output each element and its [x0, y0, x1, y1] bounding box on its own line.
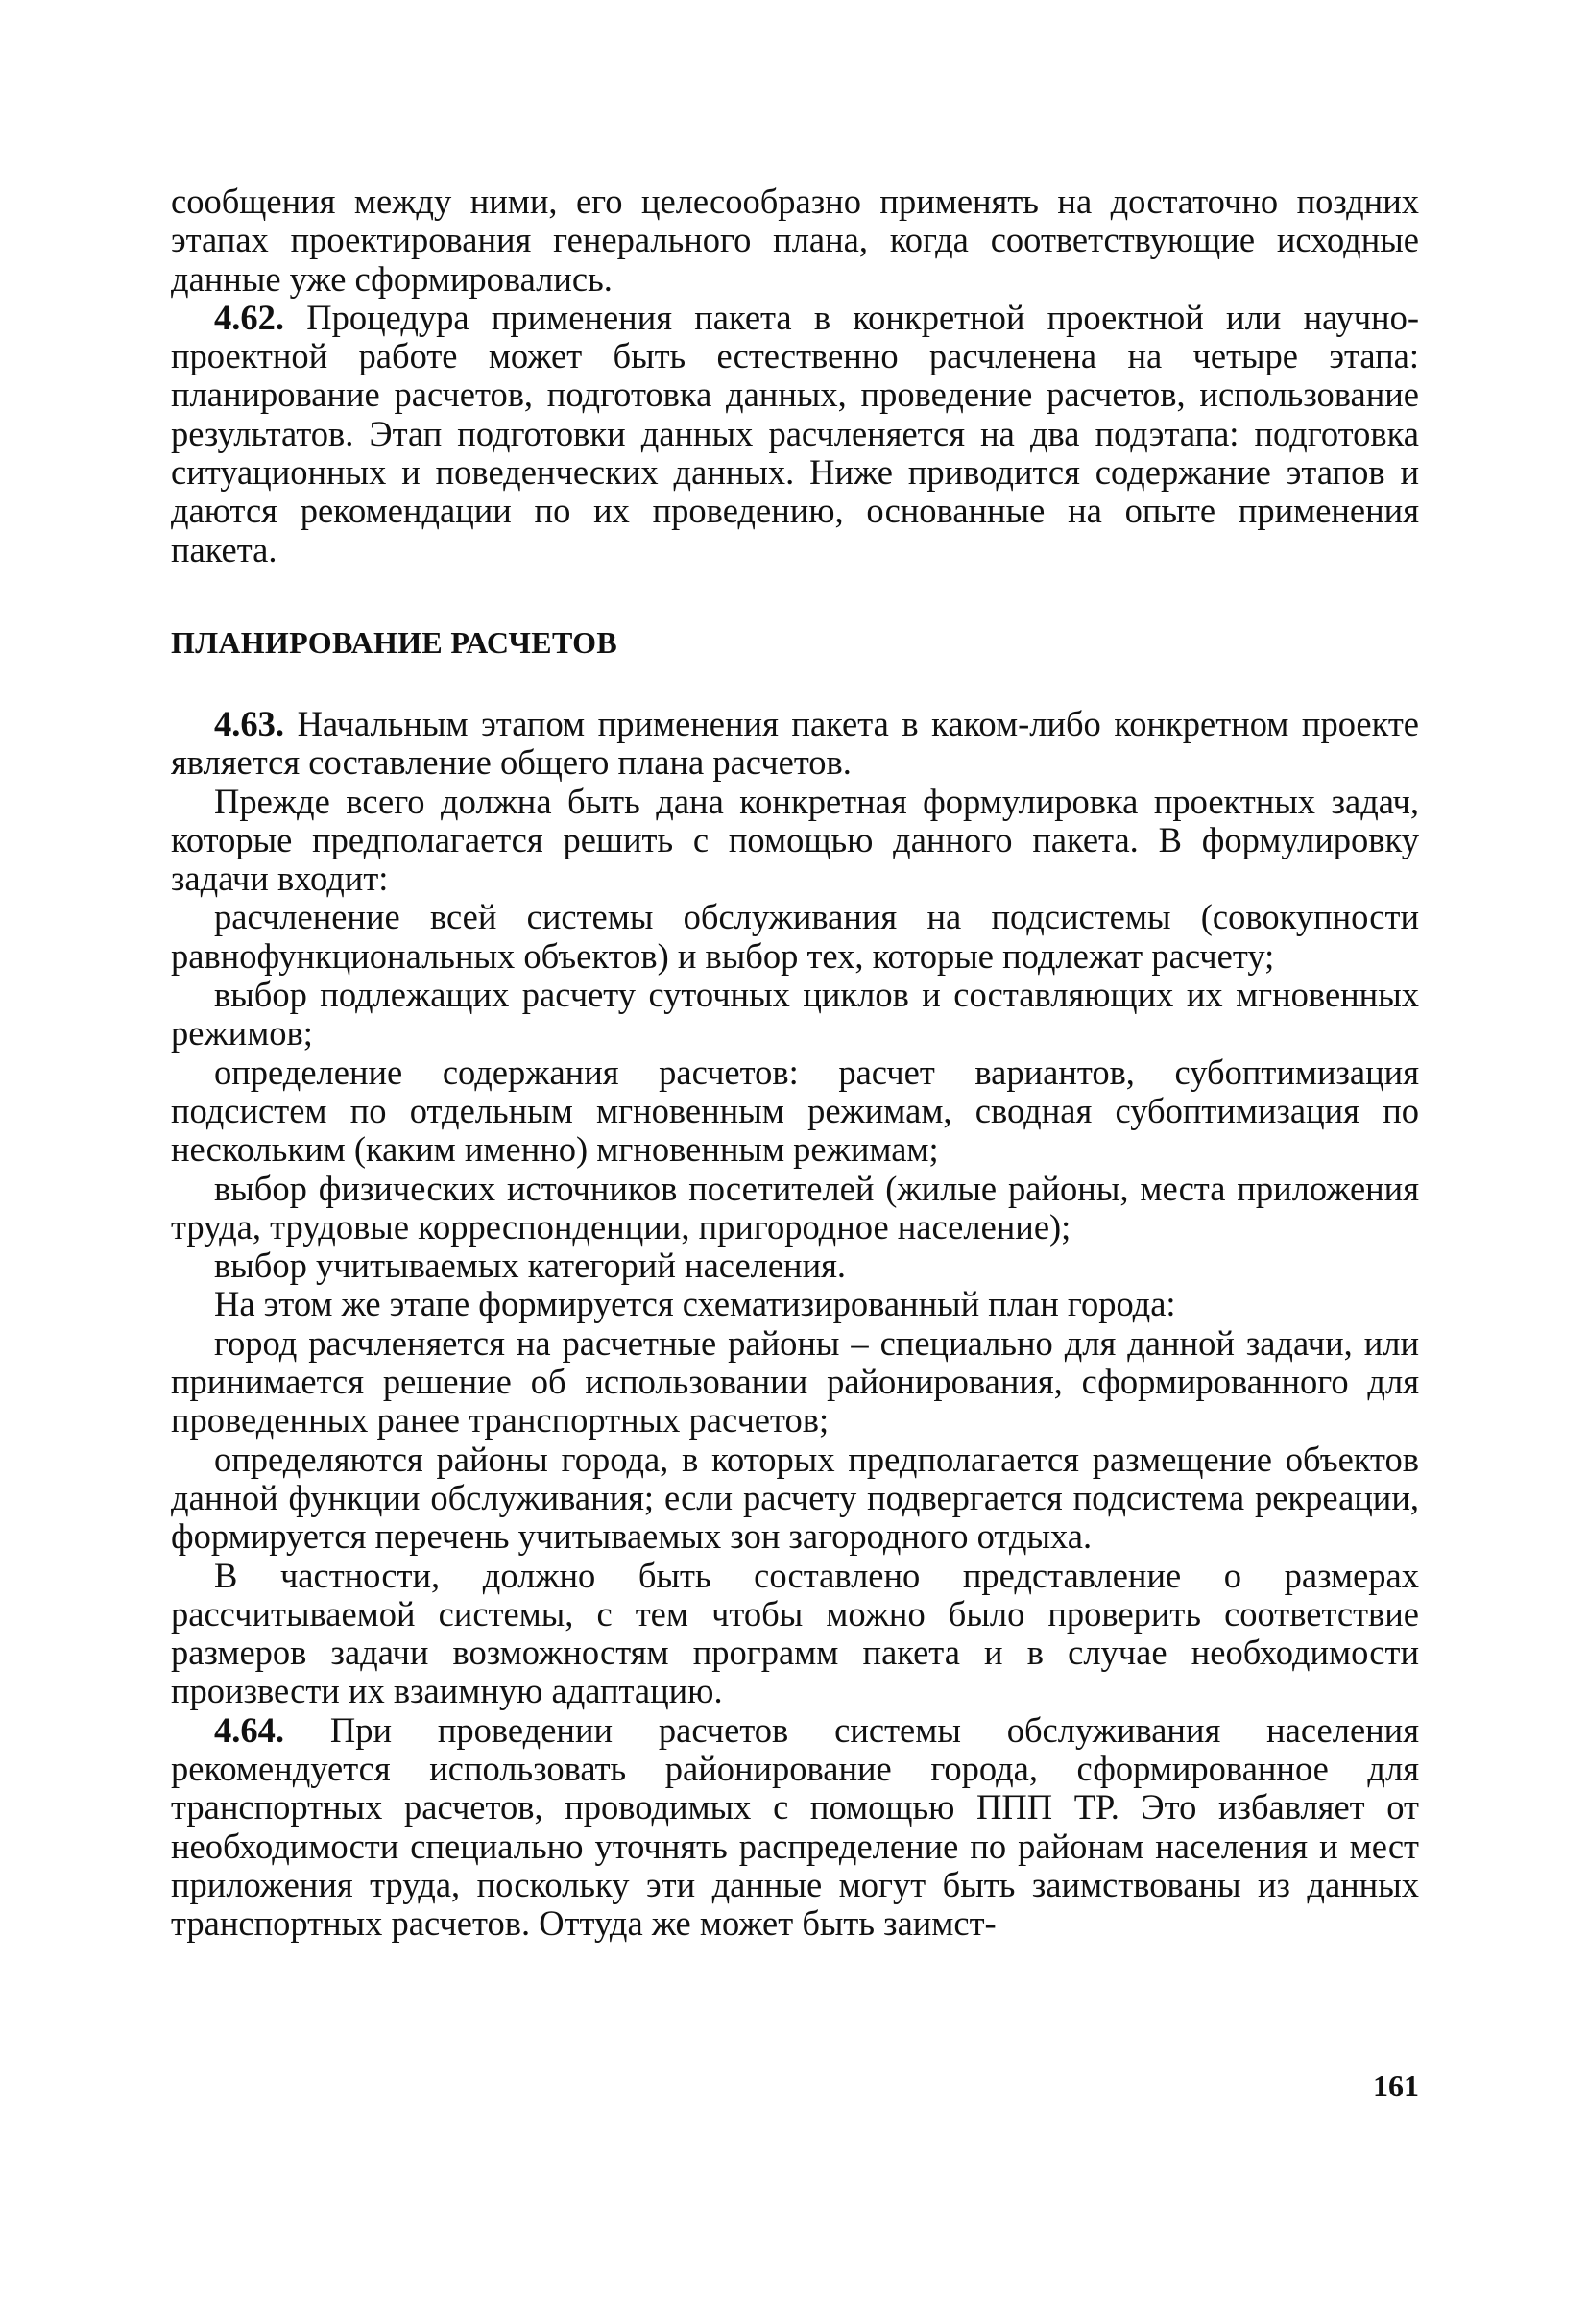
paragraph-number: 4.64. — [214, 1709, 284, 1750]
list-item-text: расчленение всей системы обслуживания на подсистемы (совокупности равнофункциональных объектов) и выбор тех, которые подлежат расчету; — [171, 897, 1419, 976]
paragraph-text: Прежде всего должна быть дана конкретная формулировка проектных задач, которые предполагается решить с помощью данного пакета. В формулировку задачи входит: — [171, 781, 1419, 899]
paragraph-text: На этом же этапе формируется схематизированный план города: — [214, 1284, 1176, 1324]
section-heading: ПЛАНИРОВАНИЕ РАСЧЕТОВ — [171, 624, 618, 660]
list-item-text: город расчленяется на расчетные районы – специально для данной задачи, или принимается решение об использовании районирования, сформированного для проведенных ранее транспортных расчетов; — [171, 1322, 1419, 1440]
paragraph — [171, 783, 1419, 899]
list-item — [171, 898, 1419, 976]
paragraph-4-63 — [171, 705, 1419, 783]
list-item-text: выбор учитываемых категорий населения. — [214, 1246, 847, 1286]
list-item-text: определяются районы города, в которых предполагается размещение объектов данной функции обслуживания; если расчету подвергается подсистема рекреации, формируется перечень учитываемых зон загородного отдыха. — [171, 1439, 1419, 1557]
paragraph-number: 4.62. — [214, 297, 284, 337]
paragraph-4-64 — [171, 1711, 1419, 1944]
list-item — [171, 1170, 1419, 1247]
list-item — [171, 1440, 1419, 1557]
page-number: 161 — [1373, 2069, 1419, 2103]
paragraph-text: При проведении расчетов системы обслуживания населения рекомендуется использовать районирование города, сформированное для транспортных расчетов, проводимых с помощью ППП ТР. Это избавляет от необходимости специально уточнять распределение по районам населения и мест приложения труда, поскольку эти данные могут быть заимствованы из данных транспортных расчетов. Оттуда же может быть заимст- — [171, 1709, 1419, 1944]
paragraph — [171, 1557, 1419, 1711]
paragraph — [171, 1285, 1419, 1323]
list-item — [171, 976, 1419, 1053]
paragraph-number: 4.63. — [214, 703, 284, 743]
page-body — [171, 182, 1419, 1943]
list-item-text: определение содержания расчетов: расчет вариантов, субоптимизация подсистем по отдельным мгновенным режимам, сводная субоптимизация по нескольким (каким именно) мгновенным режимам; — [171, 1052, 1419, 1170]
list-item — [171, 1324, 1419, 1440]
list-item — [171, 1053, 1419, 1170]
list-item-text: выбор подлежащих расчету суточных циклов и составляющих их мгновенных режимов; — [171, 975, 1419, 1053]
paragraph-4-62 — [171, 299, 1419, 569]
paragraph-continued — [171, 182, 1419, 299]
list-item-text: выбор физических источников посетителей (жилые районы, места приложения труда, трудовые корреспонденции, пригородное население); — [171, 1168, 1419, 1247]
paragraph-text: В частности, должно быть составлено представление о размерах рассчитываемой системы, с тем чтобы можно было проверить соответствие размеров задачи возможностям программ пакета и в случае необходимости произвести их взаимную адаптацию. — [171, 1555, 1419, 1711]
paragraph-text: Начальным этапом применения пакета в каком-либо конкретном проекте является составление общего плана расчетов. — [171, 703, 1419, 783]
list-item — [171, 1247, 1419, 1285]
paragraph-text: сообщения между ними, его целесообразно применять на достаточно поздних этапах проектирования генерального плана, когда соответствующие исходные данные уже сформировались. — [171, 182, 1419, 299]
paragraph-text: Процедура применения пакета в конкретной проектной или научно-проектной работе может быть естественно расчленена на четыре этапа: планирование расчетов, подготовка данных, проведение расчетов, использование результатов. Этап подготовки данных расчленяется на два подэтапа: подготовка ситуационных и поведенческих данных. Ниже приводится содержание этапов и даются рекомендации по их проведению, основанные на опыте применения пакета. — [171, 297, 1419, 569]
